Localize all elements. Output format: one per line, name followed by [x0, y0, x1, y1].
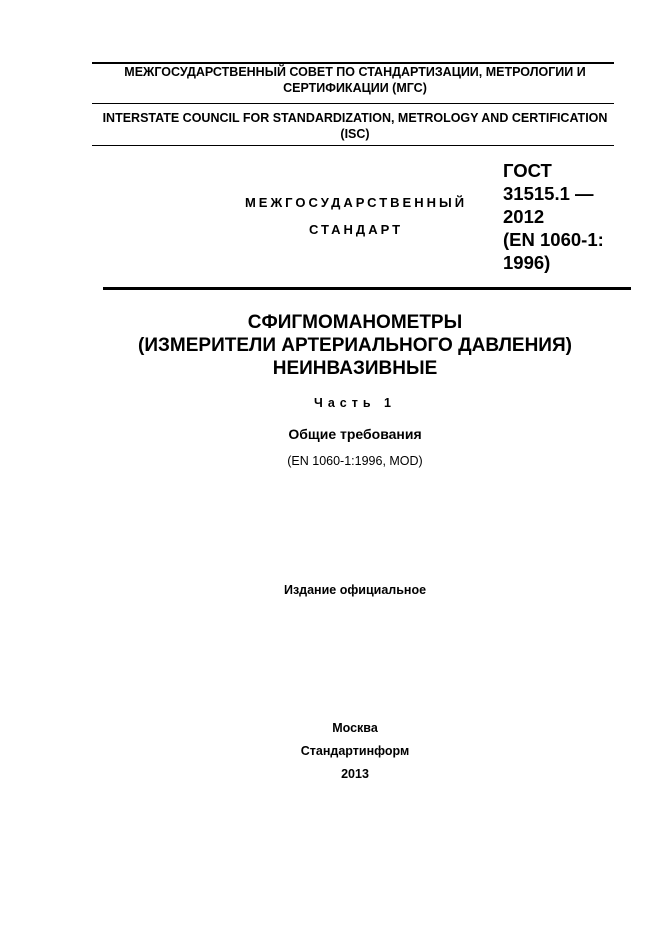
standard-number-line: 2012	[503, 206, 545, 227]
header-bottom-rule	[92, 145, 614, 146]
standard-number	[503, 159, 633, 274]
document-title	[60, 311, 650, 380]
council-name-en: INTERSTATE COUNCIL FOR STANDARDIZATION, METROLOGY AND CERTIFICATION (ISC)	[102, 111, 608, 141]
edition-label: Издание официальное	[283, 583, 427, 597]
standard-kind-line1: МЕЖГОСУДАРСТВЕННЫЙ	[244, 195, 468, 210]
part-label: Часть 1	[314, 396, 396, 410]
title-line: (ИЗМЕРИТЕЛИ АРТЕРИАЛЬНОГО ДАВЛЕНИЯ)	[138, 335, 572, 356]
imprint-city: Москва	[332, 721, 378, 735]
title-line: НЕИНВАЗИВНЫЕ	[272, 358, 438, 379]
standard-number-line: 31515.1 —	[503, 183, 594, 204]
modification-note: (EN 1060-1:1996, MOD)	[287, 454, 423, 468]
standard-number-line: 1996)	[503, 252, 551, 273]
standard-number-line: (EN 1060-1:	[503, 229, 604, 250]
council-name-ru: МЕЖГОСУДАРСТВЕННЫЙ СОВЕТ ПО СТАНДАРТИЗАЦИИ, МЕТРОЛОГИИ И СЕРТИФИКАЦИИ (МГС)	[124, 65, 586, 95]
imprint-publisher: Стандартинформ	[300, 744, 410, 758]
title-line: СФИГМОМАНОМЕТРЫ	[247, 312, 463, 333]
standard-number-line: ГОСТ	[503, 160, 552, 181]
document-subtitle: Общие требования	[288, 426, 422, 442]
header-divider	[92, 103, 614, 104]
title-block-rule	[103, 287, 631, 290]
imprint-year: 2013	[341, 767, 369, 781]
standard-kind-line2: СТАНДАРТ	[308, 222, 404, 237]
